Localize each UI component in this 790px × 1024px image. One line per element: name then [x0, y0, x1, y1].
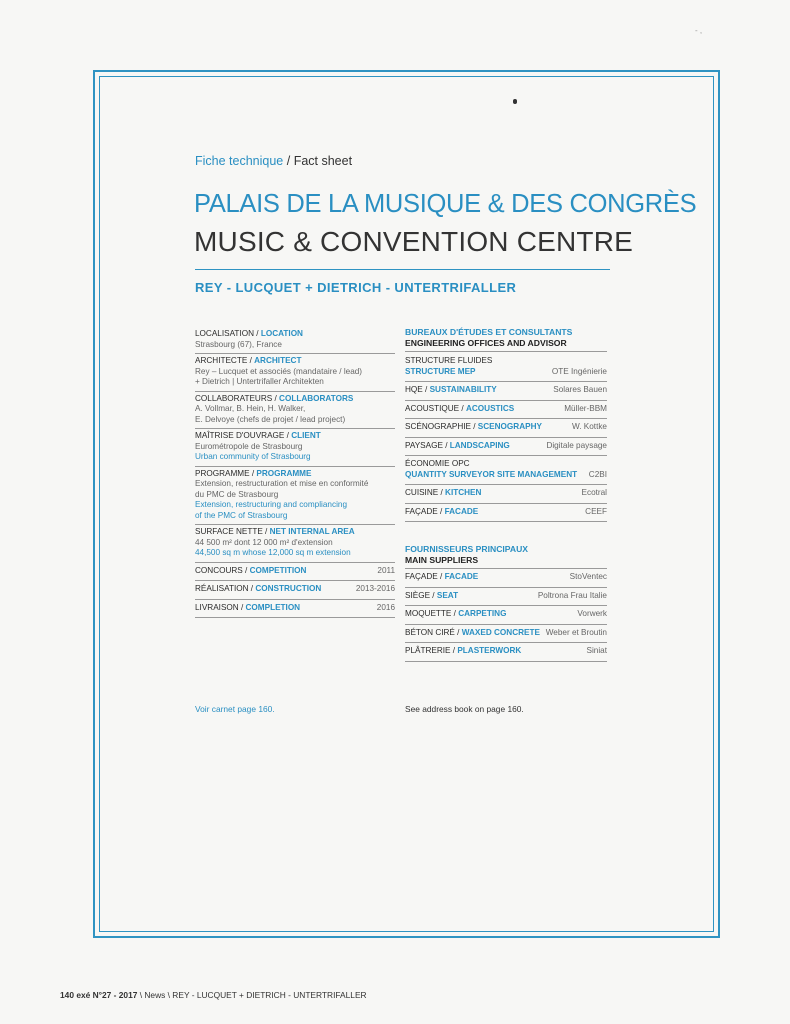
facade-label-engineering-fr: FAÇADE /: [405, 506, 445, 516]
seat-label: [405, 591, 458, 602]
scenography-row: [405, 419, 607, 438]
programme-label: [195, 469, 395, 480]
left-column: [195, 327, 395, 618]
right-column: [405, 327, 607, 662]
sustainability-label: [405, 385, 497, 396]
acoustics-value: Müller-BBM: [564, 403, 607, 413]
collaborators-label: [195, 394, 395, 405]
seat-label-fr: SIÈGE /: [405, 590, 437, 600]
title-english: MUSIC & CONVENTION CENTRE: [194, 226, 634, 257]
client-label: [195, 431, 395, 442]
quantity-surveyor-label: [405, 459, 577, 480]
facade-label-supplier-en: FACADE: [444, 572, 479, 581]
plasterwork-value: Siniat: [586, 646, 607, 655]
sustainability-label-en: SUSTAINABILITY: [429, 385, 497, 394]
seat-value: Poltrona Frau Italie: [537, 590, 607, 600]
seat-row: [405, 588, 607, 607]
construction-label-en: CONSTRUCTION: [255, 584, 322, 593]
surface-label-en: NET INTERNAL AREA: [269, 527, 355, 536]
client-label-en: CLIENT: [291, 431, 321, 440]
carpeting-row: [405, 606, 607, 625]
page-number: 140: [60, 990, 74, 1000]
collaborators-line-1: A. Vollmar, B. Hein, H. Walker,: [195, 404, 306, 413]
plasterwork-row: [405, 643, 607, 662]
corner-mark: - ,: [695, 26, 703, 35]
construction-row: [195, 581, 395, 600]
acoustics-label: [405, 404, 514, 415]
mep-label-en: STRUCTURE MEP: [405, 366, 476, 376]
sustainability-value: Solares Bauen: [553, 385, 607, 394]
surface-block: [195, 525, 395, 563]
client-line-fr: Eurométropole de Strasbourg: [195, 441, 303, 451]
facade-label-engineering: [405, 507, 478, 518]
seat-label-en: SEAT: [436, 590, 459, 600]
magazine-issue: exé N°27 - 2017: [76, 990, 138, 1000]
facade-value-supplier: StoVentec: [569, 572, 607, 581]
carpeting-label-fr: MOQUETTE /: [405, 609, 459, 618]
landscaping-value: Digitale paysage: [546, 440, 607, 450]
competition-label: [195, 566, 306, 577]
client-block: [195, 429, 395, 467]
programme-line-4: of the PMC of Strasbourg: [195, 510, 288, 520]
mep-row: [405, 352, 607, 382]
waxed-concrete-row: [405, 625, 607, 644]
surface-line-fr: 44 500 m² dont 12 000 m² d'extension: [195, 537, 333, 547]
facade-row-engineering: [405, 504, 607, 523]
completion-label-en: COMPLETION: [245, 602, 301, 612]
competition-label-fr: CONCOURS /: [195, 565, 250, 575]
acoustics-label-en: ACOUSTICS: [465, 403, 515, 413]
acoustics-label-fr: ACOUSTIQUE /: [405, 403, 466, 413]
quantity-surveyor-label-fr: ÉCONOMIE OPC: [405, 459, 470, 468]
collaborators-label-fr: COLLABORATEURS /: [195, 393, 280, 403]
landscaping-label-en: LANDSCAPING: [449, 440, 510, 450]
plasterwork-label-en: PLASTERWORK: [457, 646, 522, 655]
architect-line-2: + Dietrich | Untertrifaller Architekten: [195, 377, 324, 386]
programme-label-en: PROGRAMME: [256, 468, 312, 478]
plasterwork-label-fr: PLÂTRERIE /: [405, 646, 458, 655]
surface-label-fr: SURFACE NETTE /: [195, 527, 270, 536]
completion-value: 2016: [376, 602, 395, 612]
acoustics-row: [405, 401, 607, 420]
architect-label: [195, 356, 395, 367]
kitchen-value: Ecotral: [581, 488, 607, 497]
waxed-concrete-label-fr: BÉTON CIRÉ /: [405, 627, 462, 637]
competition-row: [195, 563, 395, 582]
quantity-surveyor-row: [405, 456, 607, 485]
mep-label-fr: STRUCTURE FLUIDES: [405, 356, 493, 365]
architect-label-en: ARCHITECT: [254, 356, 302, 365]
title-french: PALAIS DE LA MUSIQUE & DES CONGRÈS: [194, 190, 697, 218]
suppliers-section-subtitle: MAIN SUPPLIERS: [405, 555, 607, 570]
scenography-label: [405, 422, 542, 433]
client-line-en: Urban community of Strasbourg: [195, 452, 311, 461]
programme-line-1: Extension, restructuration et mise en conformité: [195, 479, 369, 488]
location-label-fr: LOCALISATION /: [195, 329, 261, 338]
page-footer: [60, 990, 367, 1000]
facade-label-engineering-en: FACADE: [444, 506, 479, 516]
collaborators-label-en: COLLABORATORS: [279, 393, 354, 403]
location-label-en: LOCATION: [260, 329, 303, 338]
construction-value: 2013-2016: [355, 584, 395, 593]
engineering-section-subtitle: ENGINEERING OFFICES AND ADVISOR: [405, 338, 607, 353]
surface-label: [195, 527, 395, 538]
carpeting-label: [405, 609, 506, 620]
sustainability-row: [405, 382, 607, 401]
mep-value: OTE Ingénierie: [551, 366, 607, 376]
scenography-value: W. Kottke: [571, 422, 607, 431]
competition-value: 2011: [377, 565, 395, 575]
architect-block: [195, 354, 395, 392]
client-label-fr: MAÎTRISE D'OUVRAGE /: [195, 431, 292, 440]
kicker-fr: Fiche technique: [195, 154, 284, 168]
kitchen-label-en: KITCHEN: [445, 488, 482, 497]
programme-block: [195, 467, 395, 526]
engineering-section-title: BUREAUX D'ÉTUDES ET CONSULTANTS: [405, 327, 573, 337]
waxed-concrete-label-en: WAXED CONCRETE: [461, 627, 540, 637]
completion-label-fr: LIVRAISON /: [195, 602, 246, 612]
programme-label-fr: PROGRAMME /: [195, 468, 257, 478]
plasterwork-label: [405, 646, 521, 657]
surface-line-en: 44,500 sq m whose 12,000 sq m extension: [195, 548, 351, 557]
waxed-concrete-label: [405, 628, 540, 639]
kitchen-label-fr: CUISINE /: [405, 488, 446, 497]
carpeting-value: Vorwerk: [577, 609, 607, 618]
facade-label-supplier: [405, 572, 478, 583]
location-value: Strasbourg (67), France: [195, 339, 282, 349]
construction-label: [195, 584, 321, 595]
facade-value-engineering: CEEF: [585, 506, 607, 516]
title-rule: [195, 269, 610, 270]
facade-label-supplier-fr: FAÇADE /: [405, 572, 445, 581]
address-book-note-en: See address book on page 160.: [405, 704, 524, 714]
architect-label-fr: ARCHITECTE /: [195, 356, 255, 365]
construction-label-fr: RÉALISATION /: [195, 584, 256, 593]
facade-row-supplier: [405, 569, 607, 588]
scenography-label-en: SCENOGRAPHY: [477, 422, 542, 431]
sustainability-label-fr: HQE /: [405, 385, 430, 394]
suppliers-section-title: FOURNISSEURS PRINCIPAUX: [405, 544, 529, 554]
architects-line: REY - LUCQUET + DIETRICH - UNTERTRIFALLER: [195, 280, 517, 295]
location-label: [195, 329, 395, 340]
kitchen-row: [405, 485, 607, 504]
waxed-concrete-value: Weber et Broutin: [545, 627, 607, 637]
landscaping-label-fr: PAYSAGE /: [405, 440, 450, 450]
collaborators-line-2: E. Delvoye (chefs de projet / lead project): [195, 414, 346, 424]
competition-label-en: COMPETITION: [249, 565, 307, 575]
kicker: [195, 154, 352, 168]
quantity-surveyor-label-en: QUANTITY SURVEYOR SITE MANAGEMENT: [405, 469, 578, 479]
programme-line-3: Extension, restructuring and compliancing: [195, 500, 348, 509]
address-book-note-fr: Voir carnet page 160.: [195, 704, 275, 714]
kicker-separator: /: [283, 154, 294, 168]
quantity-surveyor-value: C2BI: [588, 469, 607, 479]
programme-line-2: du PMC de Strasbourg: [195, 489, 279, 499]
scenography-label-fr: SCÉNOGRAPHIE /: [405, 422, 478, 431]
landscaping-row: [405, 438, 607, 457]
kitchen-label: [405, 488, 481, 499]
landscaping-label: [405, 441, 510, 452]
completion-label: [195, 603, 300, 614]
architect-line-1: Rey – Lucquet et associés (mandataire / lead): [195, 366, 363, 376]
location-block: [195, 327, 395, 354]
collaborators-block: [195, 392, 395, 430]
kicker-en: Fact sheet: [293, 154, 353, 168]
footer-section: \ News \ REY - LUCQUET + DIETRICH - UNTERTRIFALLER: [137, 990, 367, 1000]
mep-label: [405, 356, 492, 377]
completion-row: [195, 600, 395, 619]
carpeting-label-en: CARPETING: [458, 609, 507, 618]
